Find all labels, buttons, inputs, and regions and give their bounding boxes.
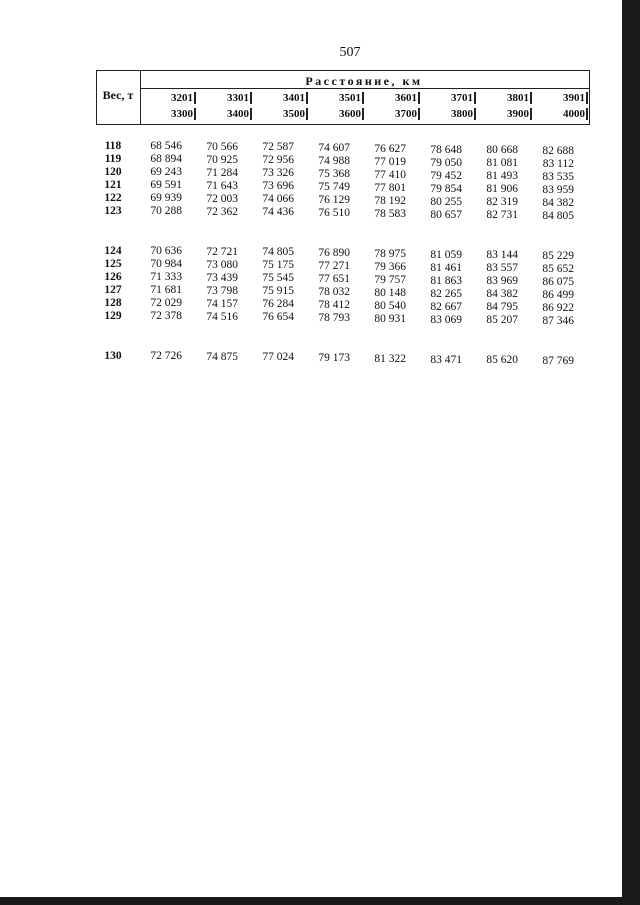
price-cell: 83 969 xyxy=(486,275,518,288)
price-cell: 80 931 xyxy=(374,312,406,325)
price-cell: 83 069 xyxy=(430,313,462,326)
price-cell: 79 854 xyxy=(430,182,462,195)
price-cell: 73 080 xyxy=(206,258,238,271)
range-from: 3501 xyxy=(339,92,361,104)
price-cell: 73 439 xyxy=(206,271,238,284)
price-cell: 77 410 xyxy=(374,168,406,181)
price-cell: 82 319 xyxy=(486,196,518,209)
price-cell: 70 984 xyxy=(150,258,182,270)
weight-cell: 129 xyxy=(104,310,122,322)
price-cell: 74 988 xyxy=(318,155,350,168)
weight-cell: 124 xyxy=(104,245,122,257)
price-cell: 83 959 xyxy=(542,183,574,196)
range-to: 3400 xyxy=(227,108,249,120)
range-to: 3700 xyxy=(395,108,417,120)
price-cell: 75 749 xyxy=(318,181,350,194)
price-cell: 73 798 xyxy=(206,284,238,297)
price-cell: 84 382 xyxy=(486,288,518,301)
weight-cell: 122 xyxy=(104,192,122,204)
price-cell: 84 382 xyxy=(542,196,574,209)
price-cell: 79 050 xyxy=(430,156,462,169)
table-right-border xyxy=(589,70,590,125)
price-cell: 82 688 xyxy=(542,144,574,157)
weight-cell: 118 xyxy=(104,140,122,152)
price-cell: 76 510 xyxy=(318,207,350,220)
price-cell: 72 587 xyxy=(262,141,294,154)
price-cell: 75 545 xyxy=(262,272,294,285)
price-cell: 69 939 xyxy=(150,192,182,204)
price-cell: 87 769 xyxy=(542,354,574,367)
table-row xyxy=(96,258,616,275)
price-cell: 75 175 xyxy=(262,259,294,272)
price-cell: 72 003 xyxy=(206,192,238,205)
price-cell: 81 863 xyxy=(430,274,462,287)
distance-range-header xyxy=(476,90,532,122)
scan-edge-bottom xyxy=(0,897,640,905)
header-bottom-border xyxy=(96,124,590,125)
range-bracket-mark xyxy=(586,92,588,104)
table-row xyxy=(96,166,616,183)
price-cell: 68 546 xyxy=(150,140,182,152)
price-cell: 69 591 xyxy=(150,179,182,191)
price-cell: 83 535 xyxy=(542,170,574,183)
price-cell: 78 583 xyxy=(374,207,406,220)
price-cell: 73 326 xyxy=(262,167,294,180)
weight-cell: 123 xyxy=(104,205,122,217)
price-cell: 81 461 xyxy=(430,261,462,274)
price-cell: 85 652 xyxy=(542,262,574,275)
weight-cell: 125 xyxy=(104,258,122,270)
price-cell: 70 566 xyxy=(206,140,238,153)
price-cell: 71 284 xyxy=(206,166,238,179)
weight-column-header: Вес, т xyxy=(102,88,134,102)
range-to: 3300 xyxy=(171,108,193,120)
price-cell: 76 284 xyxy=(262,298,294,311)
price-cell: 81 322 xyxy=(374,352,406,365)
price-cell: 81 493 xyxy=(486,170,518,183)
price-cell: 74 516 xyxy=(206,310,238,323)
distance-range-header xyxy=(308,90,364,122)
price-cell: 71 333 xyxy=(150,271,182,283)
range-to: 3900 xyxy=(507,108,529,120)
distance-range-header xyxy=(196,90,252,122)
price-cell: 79 452 xyxy=(430,169,462,182)
price-cell: 86 075 xyxy=(542,275,574,288)
price-cell: 72 362 xyxy=(206,205,238,218)
price-cell: 71 643 xyxy=(206,179,238,192)
table-row xyxy=(96,297,616,314)
distance-range-header xyxy=(364,90,420,122)
range-from: 3301 xyxy=(227,92,249,104)
price-cell: 74 157 xyxy=(206,297,238,310)
price-cell: 70 636 xyxy=(150,245,182,257)
price-cell: 81 081 xyxy=(486,157,518,170)
price-cell: 82 667 xyxy=(430,300,462,313)
price-cell: 77 651 xyxy=(318,273,350,286)
price-cell: 71 681 xyxy=(150,284,182,296)
price-cell: 80 668 xyxy=(486,144,518,157)
price-cell: 75 915 xyxy=(262,285,294,298)
price-cell: 81 906 xyxy=(486,183,518,196)
table-row xyxy=(96,350,616,367)
price-cell: 74 436 xyxy=(262,206,294,219)
price-cell: 72 029 xyxy=(150,297,182,309)
price-cell: 85 207 xyxy=(486,314,518,327)
range-from: 3901 xyxy=(563,92,585,104)
range-from: 3801 xyxy=(507,92,529,104)
price-cell: 79 173 xyxy=(318,352,350,365)
table-row xyxy=(96,205,616,222)
price-cell: 72 721 xyxy=(206,245,238,258)
table-row xyxy=(96,140,616,157)
price-cell: 70 925 xyxy=(206,153,238,166)
price-cell: 77 801 xyxy=(374,181,406,194)
weight-cell: 121 xyxy=(104,179,122,191)
price-cell: 76 890 xyxy=(318,247,350,260)
price-cell: 78 648 xyxy=(430,143,462,156)
table-row xyxy=(96,245,616,262)
weight-cell: 119 xyxy=(104,153,122,165)
price-cell: 83 144 xyxy=(486,249,518,262)
range-from: 3601 xyxy=(395,92,417,104)
price-cell: 79 366 xyxy=(374,260,406,273)
weight-cell: 126 xyxy=(104,271,122,283)
distance-range-header xyxy=(532,90,588,122)
price-cell: 73 696 xyxy=(262,180,294,193)
distance-column-group-header: Расстояние, км xyxy=(305,74,423,88)
range-to: 3500 xyxy=(283,108,305,120)
weight-cell: 120 xyxy=(104,166,122,178)
price-cell: 78 192 xyxy=(374,194,406,207)
table-row xyxy=(96,179,616,196)
price-cell: 72 378 xyxy=(150,310,182,322)
price-cell: 84 795 xyxy=(486,301,518,314)
range-from: 3201 xyxy=(171,92,193,104)
price-cell: 80 255 xyxy=(430,195,462,208)
price-cell: 78 793 xyxy=(318,312,350,325)
price-cell: 86 499 xyxy=(542,288,574,301)
price-cell: 78 975 xyxy=(374,247,406,260)
price-cell: 77 019 xyxy=(374,155,406,168)
price-cell: 77 024 xyxy=(262,351,294,364)
price-cell: 74 875 xyxy=(206,350,238,363)
price-cell: 83 557 xyxy=(486,262,518,275)
price-cell: 80 148 xyxy=(374,286,406,299)
price-cell: 78 032 xyxy=(318,286,350,299)
price-cell: 75 368 xyxy=(318,168,350,181)
price-cell: 85 620 xyxy=(486,354,518,367)
price-cell: 69 243 xyxy=(150,166,182,178)
price-cell: 87 346 xyxy=(542,314,574,327)
distance-range-header xyxy=(140,90,196,122)
price-cell: 72 956 xyxy=(262,154,294,167)
weight-cell: 127 xyxy=(104,284,122,296)
price-cell: 80 540 xyxy=(374,299,406,312)
page-number: 507 xyxy=(339,45,361,60)
price-cell: 78 412 xyxy=(318,299,350,312)
weight-cell: 128 xyxy=(104,297,122,309)
price-cell: 85 229 xyxy=(542,249,574,262)
price-cell: 86 922 xyxy=(542,301,574,314)
price-cell: 76 627 xyxy=(374,142,406,155)
price-cell: 84 805 xyxy=(542,209,574,222)
price-cell: 83 471 xyxy=(430,353,462,366)
price-cell: 74 607 xyxy=(318,142,350,155)
price-cell: 82 265 xyxy=(430,287,462,300)
table-row xyxy=(96,153,616,170)
price-cell: 76 654 xyxy=(262,311,294,324)
range-from: 3401 xyxy=(283,92,305,104)
price-cell: 77 271 xyxy=(318,260,350,273)
table-top-border xyxy=(96,70,590,71)
distance-range-header xyxy=(420,90,476,122)
price-cell: 82 731 xyxy=(486,209,518,222)
price-cell: 68 894 xyxy=(150,153,182,165)
range-from: 3701 xyxy=(451,92,473,104)
scan-edge-right xyxy=(622,0,640,905)
distance-range-header xyxy=(252,90,308,122)
table-row xyxy=(96,192,616,209)
table-row xyxy=(96,310,616,327)
price-cell: 72 726 xyxy=(150,350,182,362)
price-cell: 76 129 xyxy=(318,194,350,207)
range-bracket-mark xyxy=(586,108,588,120)
price-cell: 83 112 xyxy=(542,157,574,170)
range-to: 3800 xyxy=(451,108,473,120)
weight-cell: 130 xyxy=(104,350,122,362)
table-row xyxy=(96,271,616,288)
price-cell: 70 288 xyxy=(150,205,182,217)
price-cell: 74 066 xyxy=(262,193,294,206)
price-cell: 81 059 xyxy=(430,248,462,261)
range-to: 4000 xyxy=(563,108,585,120)
range-to: 3600 xyxy=(339,108,361,120)
price-cell: 79 757 xyxy=(374,273,406,286)
table-row xyxy=(96,284,616,301)
price-cell: 74 805 xyxy=(262,246,294,259)
price-cell: 80 657 xyxy=(430,208,462,221)
